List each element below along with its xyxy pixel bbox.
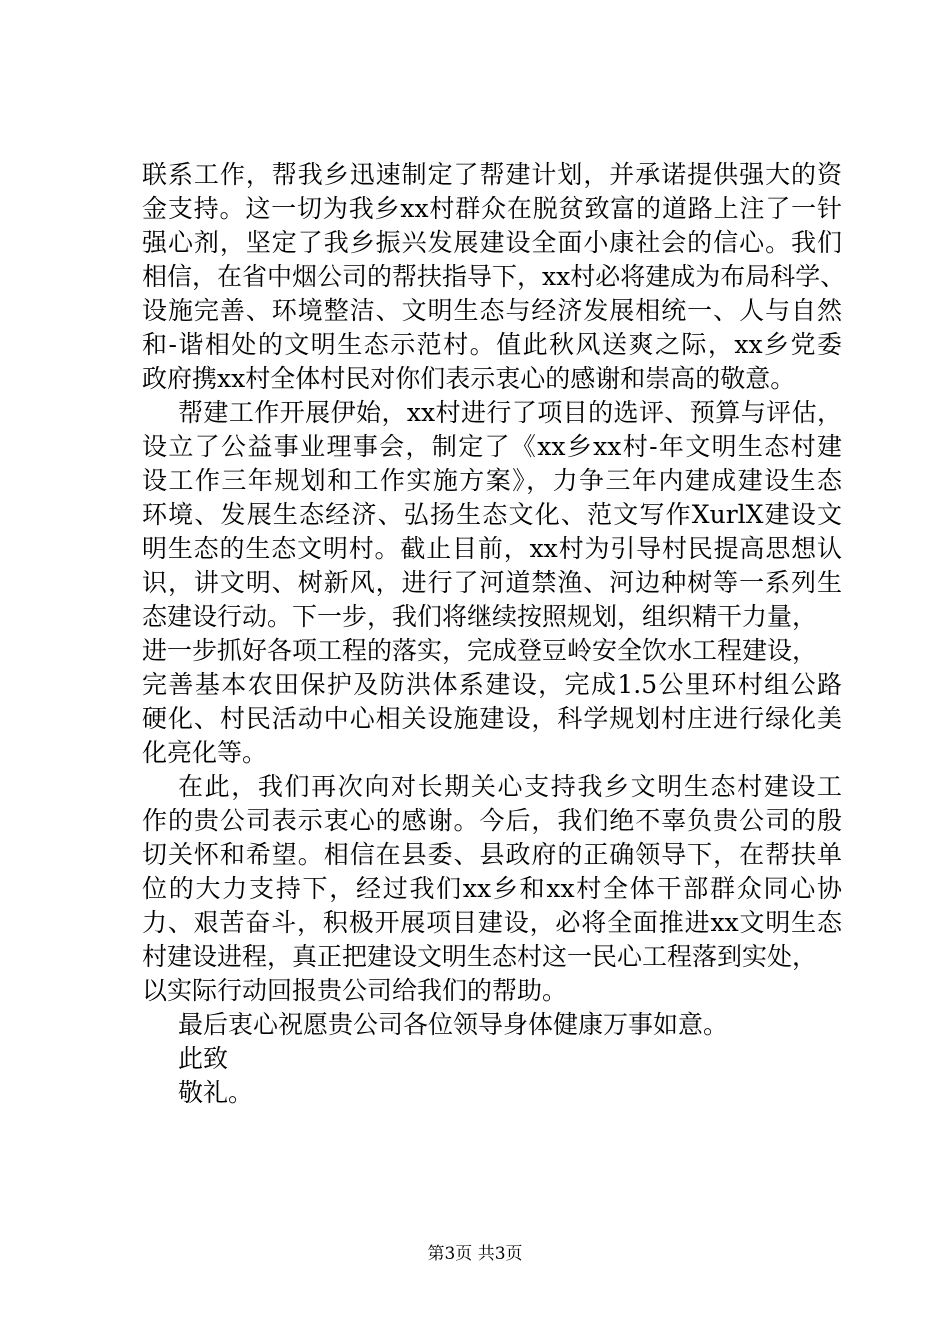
text-line: 强心剂，坚定了我乡振兴发展建设全面小康社会的信心。我们 <box>142 228 842 257</box>
text-line: 以实际行动回报贵公司给我们的帮助。 <box>142 976 568 1005</box>
text-line: 完善基本农田保护及防洪体系建设，完成1.5公里环村组公路 <box>142 670 842 699</box>
text-line: 联系工作，帮我乡迅速制定了帮建计划，并承诺提供强大的资 <box>142 160 842 189</box>
text-line: 明生态的生态文明村。截止目前，xx村为引导村民提高思想认 <box>142 534 842 563</box>
text-line: 识，讲文明、树新风，进行了河道禁渔、河边种树等一系列生 <box>142 568 842 597</box>
text-line: 切关怀和希望。相信在县委、县政府的正确领导下，在帮扶单 <box>142 840 842 869</box>
text-line: 态建设行动。下一步，我们将继续按照规划，组织精干力量， <box>142 602 818 631</box>
text-line: 硬化、村民活动中心相关设施建设，科学规划村庄进行绿化美 <box>142 704 842 733</box>
text-line: 环境、发展生态经济、弘扬生态文化、范文写作XurlX建设文 <box>142 500 842 529</box>
text-line: 相信，在省中烟公司的帮扶指导下，xx村必将建成为布局科学、 <box>142 262 846 291</box>
text-line: 政府携xx村全体村民对你们表示衷心的感谢和崇高的敬意。 <box>142 364 796 393</box>
text-line: 位的大力支持下，经过我们xx乡和xx村全体干部群众同心协 <box>142 874 842 903</box>
text-line: 金支持。这一切为我乡xx村群众在脱贫致富的道路上注了一针 <box>142 194 842 223</box>
text-line: 设工作三年规划和工作实施方案》，力争三年内建成建设生态 <box>142 466 842 495</box>
text-line: 和-谐相处的文明生态示范村。值此秋风送爽之际，xx乡党委 <box>142 330 842 359</box>
text-line: 化亮化等。 <box>142 738 268 767</box>
text-line: 力、艰苦奋斗，积极开展项目建设，必将全面推进xx文明生态 <box>142 908 842 937</box>
page-number-footer: 第3页 共3页 <box>427 1244 523 1264</box>
salutation-jingli: 敬礼。 <box>178 1078 254 1107</box>
closing-wish: 最后衷心祝愿贵公司各位领导身体健康万事如意。 <box>178 1010 729 1039</box>
text-line: 设立了公益事业理事会，制定了《xx乡xx村-年文明生态村建 <box>142 432 842 461</box>
letter-body <box>142 158 846 1110</box>
salutation-cizhi: 此致 <box>178 1044 229 1073</box>
paragraph-first-line: 在此，我们再次向对长期关心支持我乡文明生态村建设工 <box>178 772 842 801</box>
text-line: 作的贵公司表示衷心的感谢。今后，我们绝不辜负贵公司的殷 <box>142 806 842 835</box>
text-line: 村建设进程，真正把建设文明生态村这一民心工程落到实处， <box>142 942 818 971</box>
text-line: 进一步抓好各项工程的落实，完成登豆岭安全饮水工程建设， <box>142 636 818 665</box>
paragraph-first-line: 帮建工作开展伊始，xx村进行了项目的选评、预算与评估， <box>178 398 842 427</box>
text-line: 设施完善、环境整洁、文明生态与经济发展相统一、人与自然 <box>142 296 842 325</box>
